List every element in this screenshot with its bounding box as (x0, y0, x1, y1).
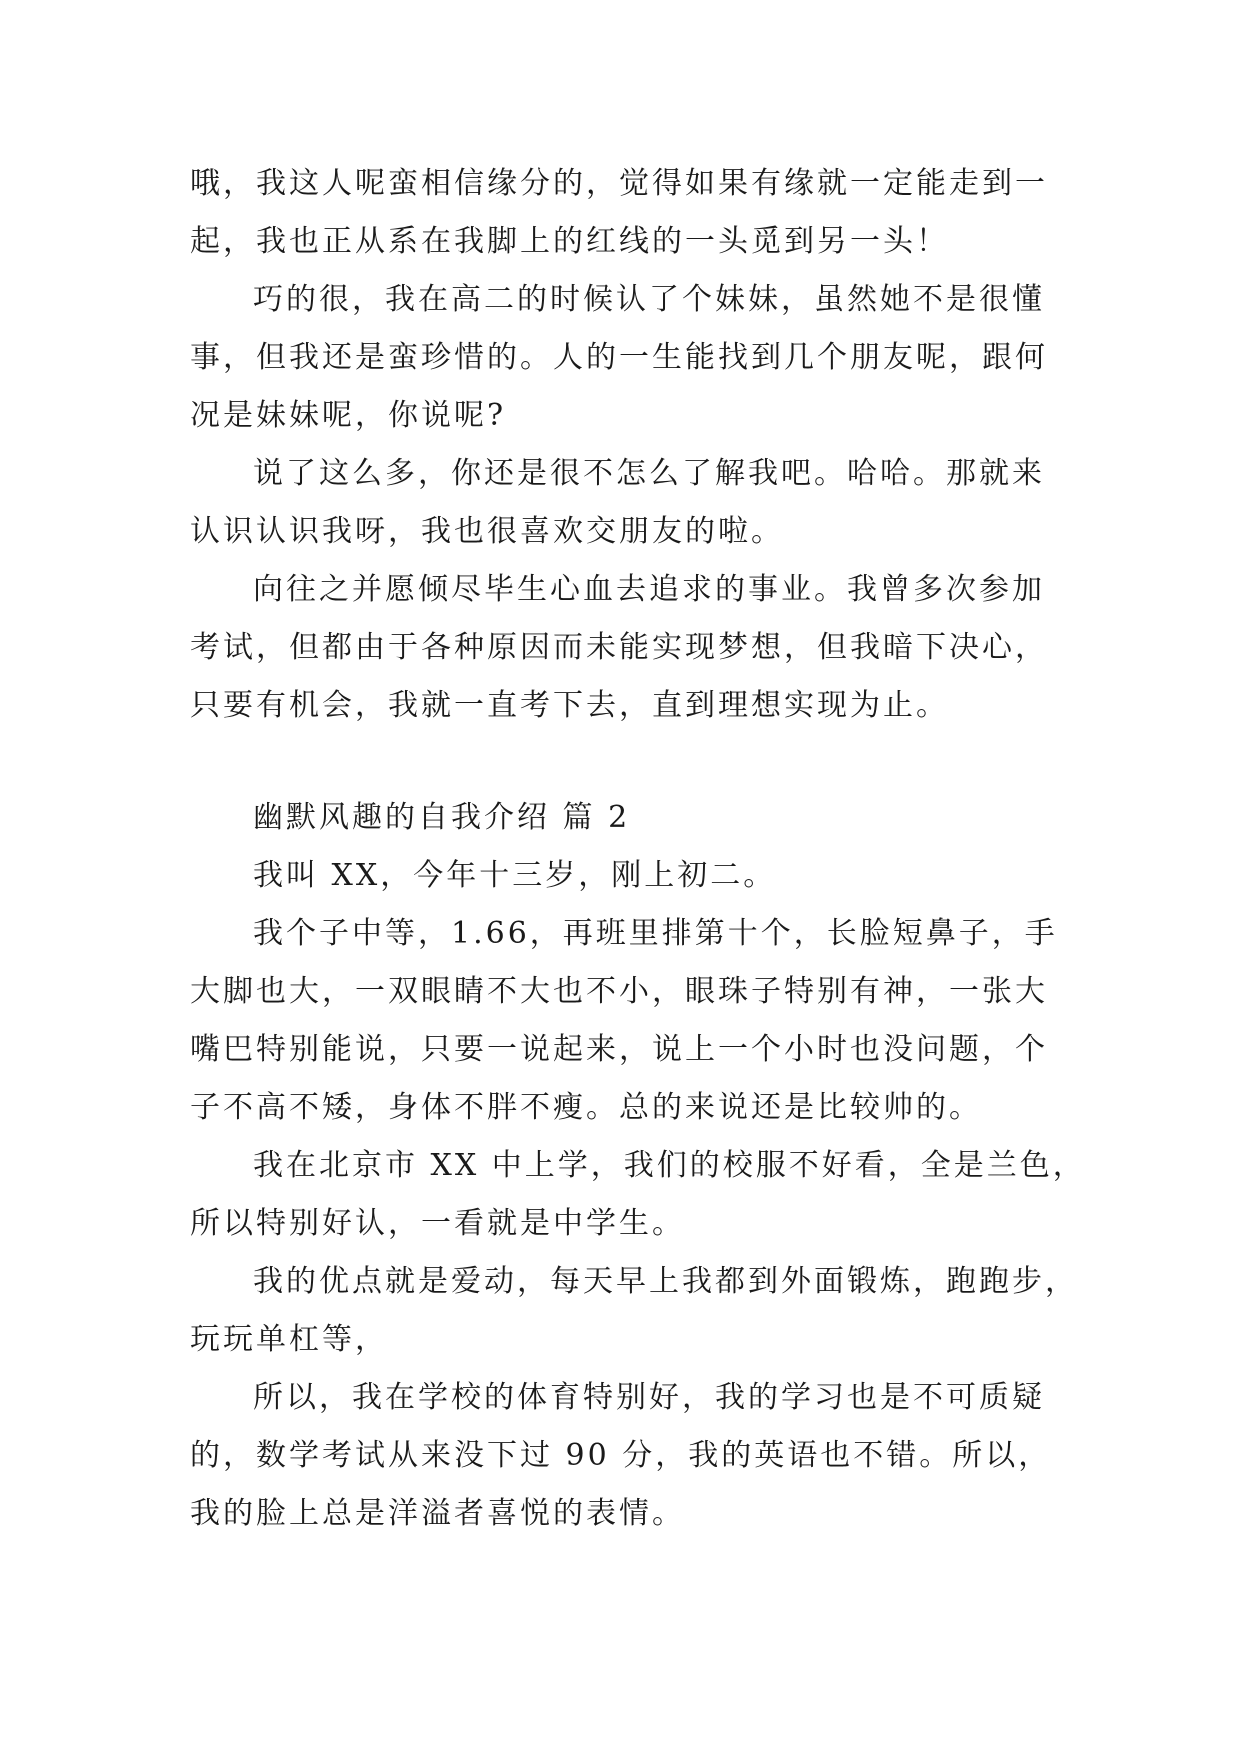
text-line: 玩玩单杠等， (190, 1322, 388, 1357)
paragraph-start: 我叫 XX，今年十三岁，刚上初二。 (253, 858, 777, 893)
paragraph-start: 我在北京市 XX 中上学，我们的校服不好看，全是兰色， (253, 1148, 1086, 1183)
text-line: 认识认识我呀，我也很喜欢交朋友的啦。 (190, 514, 784, 549)
paragraph-start: 所以，我在学校的体育特别好，我的学习也是不可质疑 (253, 1380, 1045, 1415)
text-line: 哦，我这人呢蛮相信缘分的，觉得如果有缘就一定能走到一 (190, 166, 1048, 201)
section-heading: 幽默风趣的自我介绍 篇 2 (253, 800, 631, 835)
text-line: 考试，但都由于各种原因而未能实现梦想，但我暗下决心， (190, 630, 1048, 665)
text-line: 况是妹妹呢，你说呢? (190, 398, 507, 433)
text-line: 的，数学考试从来没下过 90 分，我的英语也不错。所以， (190, 1438, 1052, 1473)
paragraph-start: 我个子中等，1.66，再班里排第十个，长脸短鼻子，手 (253, 916, 1058, 951)
text-line: 只要有机会，我就一直考下去，直到理想实现为止。 (190, 688, 949, 723)
paragraph-start: 向往之并愿倾尽毕生心血去追求的事业。我曾多次参加 (253, 572, 1045, 607)
paragraph-start: 我的优点就是爱动，每天早上我都到外面锻炼，跑跑步， (253, 1264, 1078, 1299)
text-line: 大脚也大，一双眼睛不大也不小，眼珠子特别有神，一张大 (190, 974, 1048, 1009)
text-line: 事，但我还是蛮珍惜的。人的一生能找到几个朋友呢，跟何 (190, 340, 1048, 375)
text-line: 起，我也正从系在我脚上的红线的一头觅到另一头！ (190, 224, 949, 259)
paragraph-start: 说了这么多，你还是很不怎么了解我吧。哈哈。那就来 (253, 456, 1045, 491)
text-line: 我的脸上总是洋溢者喜悦的表情。 (190, 1496, 685, 1531)
text-line: 子不高不矮，身体不胖不瘦。总的来说还是比较帅的。 (190, 1090, 982, 1125)
paragraph-start: 巧的很，我在高二的时候认了个妹妹，虽然她不是很懂 (253, 282, 1045, 317)
text-line: 所以特别好认，一看就是中学生。 (190, 1206, 685, 1241)
text-line: 嘴巴特别能说，只要一说起来，说上一个小时也没问题，个 (190, 1032, 1048, 1067)
